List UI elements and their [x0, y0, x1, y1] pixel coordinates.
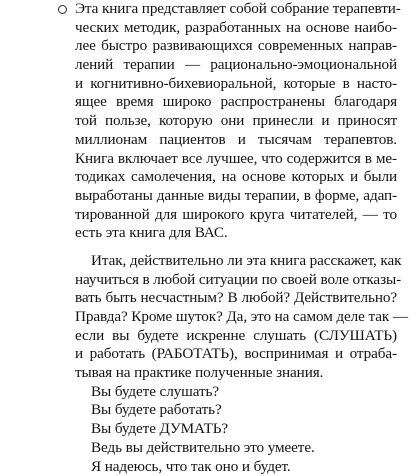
- paragraph-gap: [75, 243, 397, 252]
- hollow-circle-bullet-icon: [58, 5, 67, 14]
- text-line: вать быть несчастным? В любой? Действительно?: [75, 289, 397, 308]
- text-line: тодиках самолечения, на основе которых и были: [75, 168, 397, 187]
- text-line: и когнитивно-бихевиоральной, которые в насто-: [75, 75, 397, 94]
- paragraph-question: [75, 252, 397, 383]
- paragraph-intro: [75, 0, 397, 243]
- text-line: миллионам пациентов и тысячам терапевтов.: [75, 131, 397, 150]
- text-line: научиться в любой ситуации по своей воле отказы-: [75, 271, 397, 290]
- text-line: ческих методик, разработанных на основе наибо-: [75, 19, 397, 38]
- text-line: Книга включает все лучшее, что содержится в ме-: [75, 150, 397, 169]
- question-line: Вы будете ДУМАТЬ?: [75, 420, 397, 439]
- text-line: тывая на практике полученные знания.: [75, 364, 397, 383]
- text-line: тированной для широкого круга читателей, — то: [75, 206, 397, 225]
- text-line: есть эта книга для ВАС.: [75, 224, 397, 243]
- question-line: Вы будете работать?: [75, 401, 397, 420]
- text-line: выработаны данные виды терапии, в форме, адап-: [75, 187, 397, 206]
- text-line: лений терапии — рационально-эмоциональной: [75, 56, 397, 75]
- text-column: [75, 0, 397, 476]
- text-line: лее быстро развивающихся современных направ-: [75, 37, 397, 56]
- text-line: если вы будете искренне слушать (СЛУШАТЬ): [75, 327, 397, 346]
- question-line: Я надеюсь, что так оно и будет.: [75, 458, 397, 476]
- question-line: Ведь вы действительно это умеете.: [75, 439, 397, 458]
- text-line: Итак, действительно ли эта книга расскажет, как: [75, 252, 397, 271]
- text-line: ящее время широко распространены благодаря: [75, 93, 397, 112]
- text-line: Эта книга представляет собой собрание терапевти-: [75, 0, 397, 19]
- question-line: Вы будете слушать?: [75, 383, 397, 402]
- question-list: [75, 383, 397, 476]
- text-line: и работать (РАБОТАТЬ), воспринимая и отраба-: [75, 345, 397, 364]
- text-line: той пользе, которую они принесли и приносят: [75, 112, 397, 131]
- text-line: Правда? Кроме шуток? Да, это на самом деле так —: [75, 308, 397, 327]
